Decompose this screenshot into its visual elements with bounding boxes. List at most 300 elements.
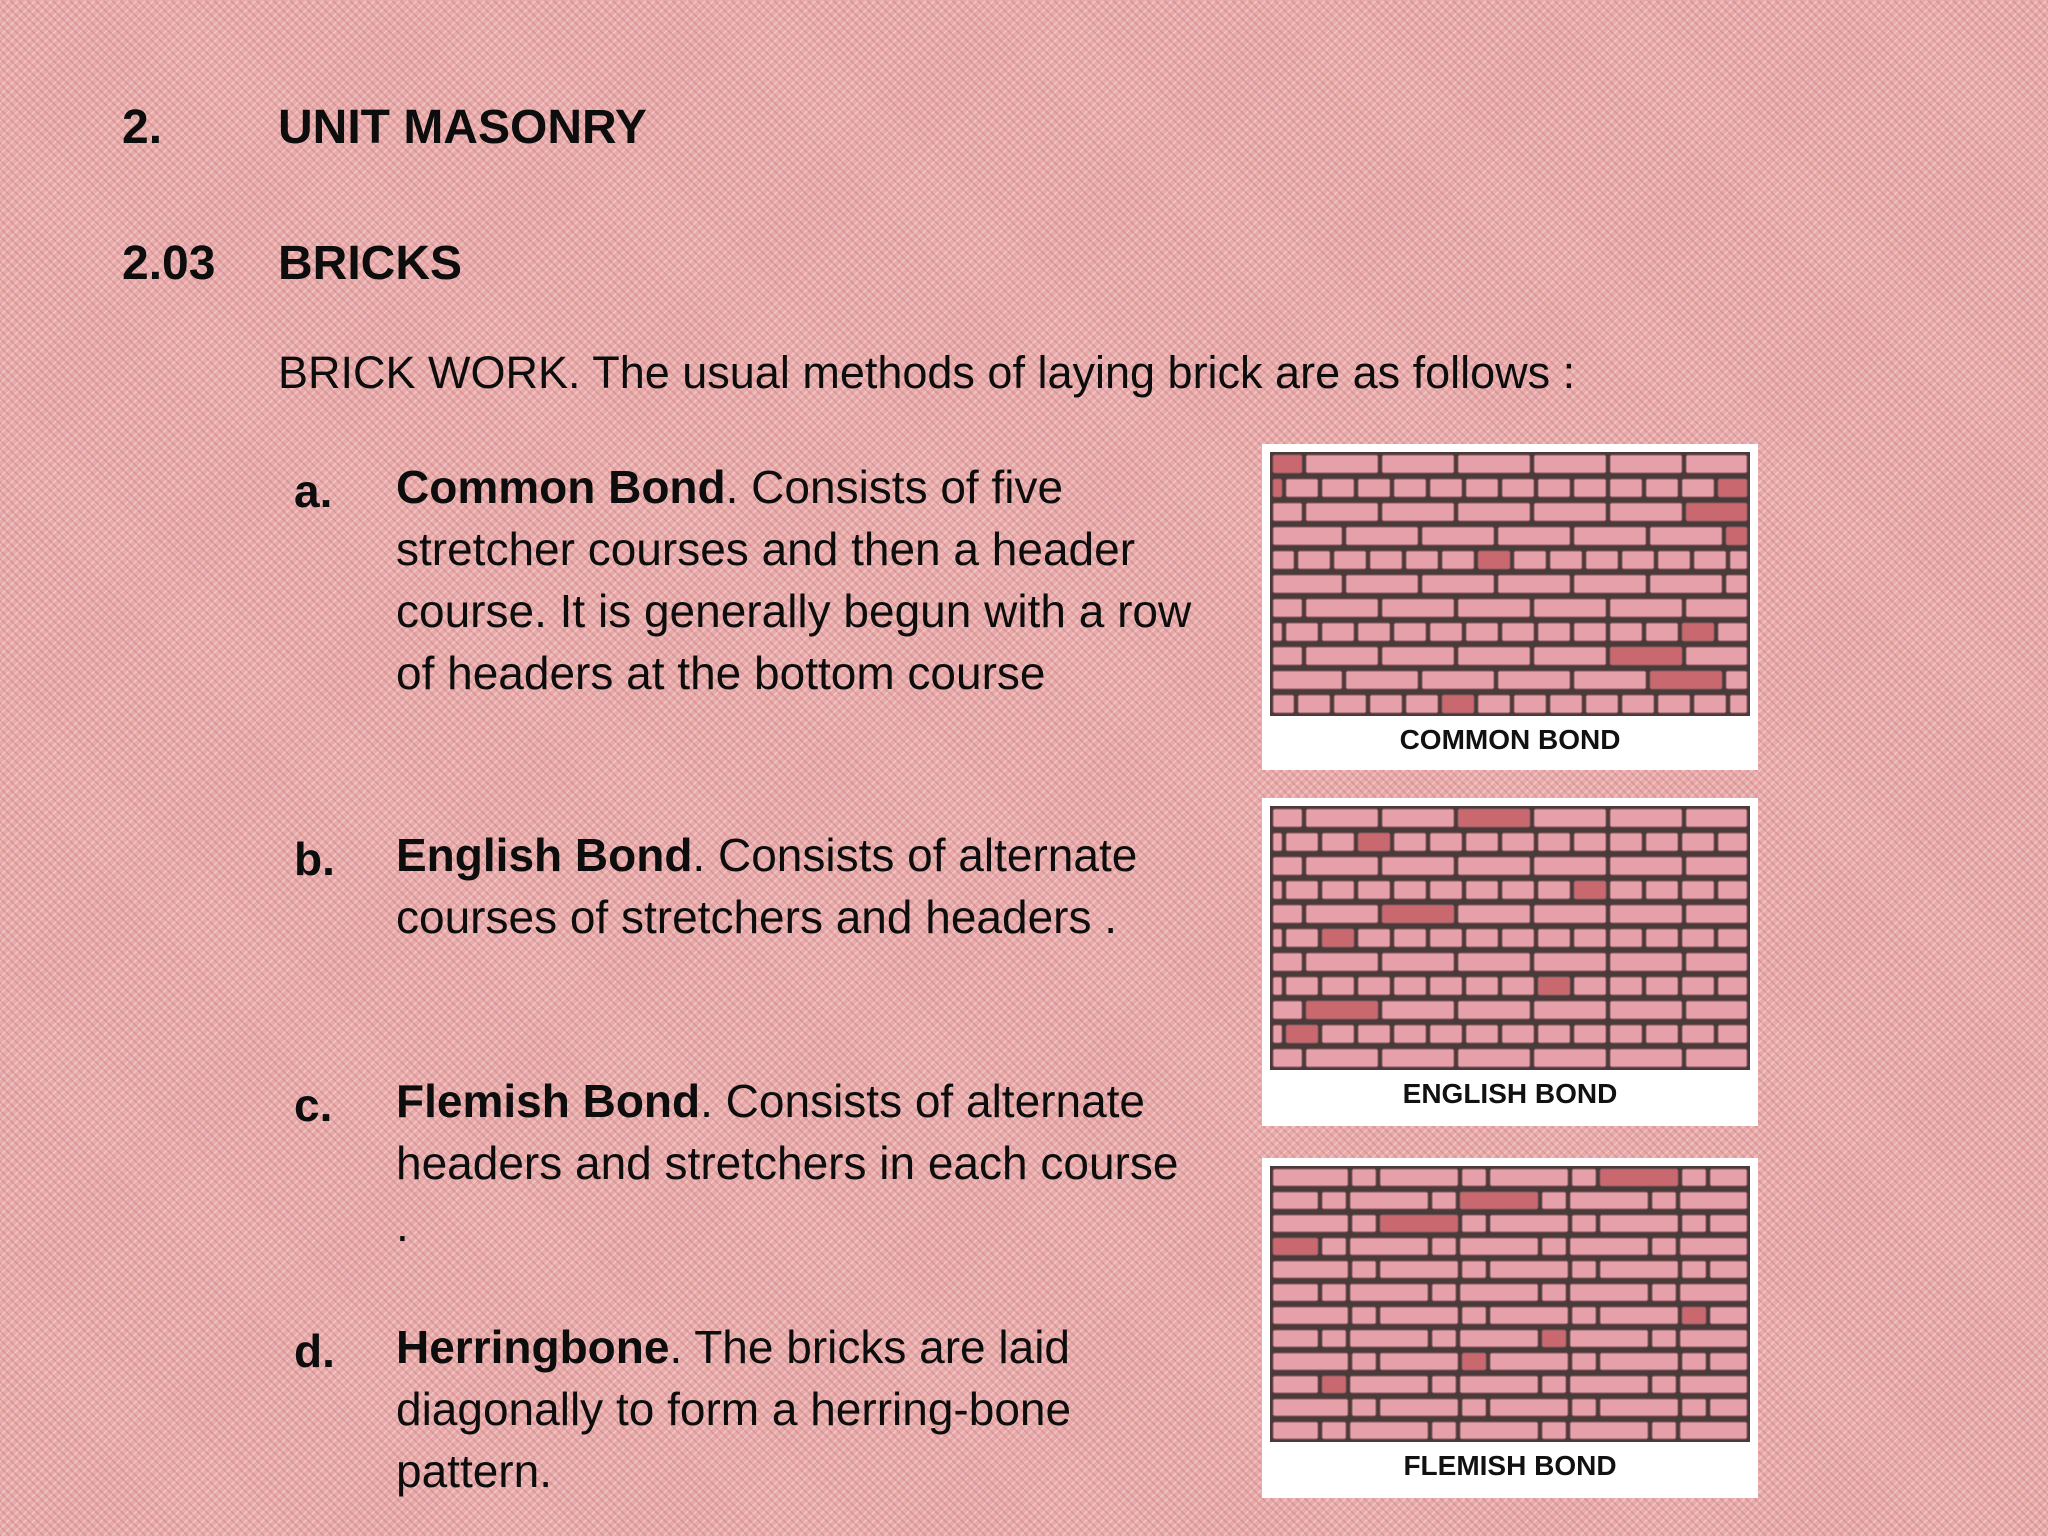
brick <box>1442 695 1474 713</box>
brick <box>1286 977 1318 995</box>
brick <box>1352 1261 1376 1278</box>
brick <box>1334 551 1366 569</box>
brick <box>1622 551 1654 569</box>
brick <box>1686 905 1747 923</box>
brick <box>1610 623 1642 641</box>
brick <box>1462 1261 1486 1278</box>
brick <box>1534 809 1606 827</box>
brick <box>1306 455 1378 473</box>
brick <box>1382 647 1454 665</box>
brick <box>1430 881 1462 899</box>
brick <box>1382 857 1454 875</box>
brick <box>1570 1192 1648 1209</box>
brick <box>1352 1353 1376 1370</box>
brick <box>1306 905 1378 923</box>
brick <box>1718 833 1747 851</box>
brick <box>1458 809 1530 827</box>
brick <box>1610 479 1642 497</box>
brick <box>1586 551 1618 569</box>
brick <box>1380 1169 1458 1186</box>
brick <box>1652 1192 1676 1209</box>
brick <box>1352 1307 1376 1324</box>
brick <box>1306 1049 1378 1067</box>
brick <box>1394 881 1426 899</box>
brick <box>1686 1049 1747 1067</box>
common-bond-illustration <box>1270 452 1750 716</box>
brick <box>1458 1001 1530 1019</box>
brick <box>1538 881 1570 899</box>
brick <box>1574 833 1606 851</box>
brick <box>1710 1353 1747 1370</box>
brick <box>1286 1025 1318 1043</box>
item-d-letter: d. <box>294 1325 335 1377</box>
brick <box>1534 1049 1606 1067</box>
brick <box>1322 1025 1354 1043</box>
brick <box>1322 833 1354 851</box>
brick <box>1574 479 1606 497</box>
brick <box>1538 833 1570 851</box>
brick <box>1466 479 1498 497</box>
brick <box>1646 1025 1678 1043</box>
brick <box>1534 1001 1606 1019</box>
brick <box>1306 647 1378 665</box>
brick <box>1350 1330 1428 1347</box>
brick <box>1306 809 1378 827</box>
brick <box>1273 905 1302 923</box>
brick <box>1432 1238 1456 1255</box>
brick <box>1466 833 1498 851</box>
brick <box>1490 1353 1568 1370</box>
brick <box>1432 1284 1456 1301</box>
brick <box>1610 905 1682 923</box>
brick <box>1610 929 1642 947</box>
brick <box>1322 1284 1346 1301</box>
brick <box>1570 1284 1648 1301</box>
brick <box>1570 1376 1648 1393</box>
brick <box>1273 1422 1318 1439</box>
flemish-bond-caption: FLEMISH BOND <box>1403 1450 1617 1481</box>
brick <box>1432 1330 1456 1347</box>
common-bond-caption: COMMON BOND <box>1399 724 1621 755</box>
brick <box>1572 1307 1596 1324</box>
brick <box>1646 623 1678 641</box>
brick <box>1432 1192 1456 1209</box>
brick <box>1718 1025 1747 1043</box>
brick <box>1322 1376 1346 1393</box>
brick <box>1350 1192 1428 1209</box>
brick <box>1273 1307 1348 1324</box>
brick <box>1273 1049 1302 1067</box>
brick <box>1394 929 1426 947</box>
brick <box>1460 1192 1538 1209</box>
brick <box>1273 1169 1348 1186</box>
brick <box>1542 1238 1566 1255</box>
brick <box>1682 881 1714 899</box>
brick <box>1352 1215 1376 1232</box>
brick <box>1273 671 1342 689</box>
brick <box>1650 575 1722 593</box>
brick <box>1490 1307 1568 1324</box>
brick <box>1570 1330 1648 1347</box>
brick <box>1460 1284 1538 1301</box>
brick <box>1322 1422 1346 1439</box>
brick <box>1680 1422 1747 1439</box>
brick <box>1658 551 1690 569</box>
brick <box>1273 953 1302 971</box>
brick <box>1273 1192 1318 1209</box>
brick <box>1358 881 1390 899</box>
brick <box>1542 1376 1566 1393</box>
brick <box>1460 1330 1538 1347</box>
item-d-description: . The bricks are laid diagonally to form a herring-bone pattern. <box>396 1321 1072 1497</box>
item-a-description: . Consists of five stretcher courses and then a header course. It is generally begun with a row of headers at the bottom course <box>396 461 1192 699</box>
brick <box>1273 1376 1318 1393</box>
brick <box>1273 695 1294 713</box>
brick <box>1273 1001 1302 1019</box>
brick <box>1610 647 1682 665</box>
section-number: 2. <box>122 101 163 154</box>
brick <box>1322 623 1354 641</box>
brick <box>1682 1307 1706 1324</box>
brick <box>1273 599 1302 617</box>
brick <box>1382 1001 1454 1019</box>
brick <box>1680 1284 1747 1301</box>
brick <box>1574 623 1606 641</box>
brick <box>1273 1284 1318 1301</box>
common-bond-figure <box>1262 444 1758 770</box>
brick <box>1686 647 1747 665</box>
brick <box>1610 833 1642 851</box>
brick <box>1574 977 1606 995</box>
brick <box>1273 647 1302 665</box>
brick <box>1350 1376 1428 1393</box>
brick <box>1406 695 1438 713</box>
brick <box>1350 1422 1428 1439</box>
brick <box>1710 1399 1747 1416</box>
brick <box>1394 1025 1426 1043</box>
brick <box>1550 551 1582 569</box>
brick <box>1572 1215 1596 1232</box>
brick <box>1382 599 1454 617</box>
brick <box>1432 1422 1456 1439</box>
item-c-term: Flemish Bond <box>396 1075 701 1127</box>
brick <box>1534 953 1606 971</box>
brick <box>1718 977 1747 995</box>
brick <box>1322 479 1354 497</box>
brick <box>1646 977 1678 995</box>
brick <box>1273 479 1282 497</box>
brick <box>1498 671 1570 689</box>
brick <box>1322 1192 1346 1209</box>
brick <box>1273 857 1302 875</box>
brick <box>1610 1049 1682 1067</box>
brick <box>1694 695 1726 713</box>
brick <box>1462 1215 1486 1232</box>
brick <box>1422 527 1494 545</box>
brick <box>1726 575 1747 593</box>
brick <box>1652 1330 1676 1347</box>
brick <box>1430 833 1462 851</box>
brick <box>1686 809 1747 827</box>
brick <box>1726 671 1747 689</box>
brick <box>1306 953 1378 971</box>
brick <box>1462 1399 1486 1416</box>
brick <box>1460 1238 1538 1255</box>
brick <box>1462 1169 1486 1186</box>
brick <box>1273 623 1282 641</box>
brick <box>1502 977 1534 995</box>
item-a-term: Common Bond <box>396 461 726 513</box>
brick <box>1432 1376 1456 1393</box>
brick <box>1680 1376 1747 1393</box>
brick <box>1600 1169 1678 1186</box>
english-bond-caption: ENGLISH BOND <box>1402 1078 1618 1109</box>
brick <box>1610 809 1682 827</box>
brick <box>1380 1261 1458 1278</box>
brick <box>1538 479 1570 497</box>
brick <box>1498 575 1570 593</box>
flemish-bond-figure <box>1262 1158 1758 1498</box>
brick <box>1382 809 1454 827</box>
brick <box>1380 1399 1458 1416</box>
brick <box>1538 977 1570 995</box>
brick <box>1686 857 1747 875</box>
brick <box>1458 455 1530 473</box>
english-bond-figure <box>1262 798 1758 1126</box>
brick <box>1422 671 1494 689</box>
brick <box>1600 1399 1678 1416</box>
brick <box>1458 503 1530 521</box>
brick <box>1572 1353 1596 1370</box>
brick <box>1298 551 1330 569</box>
brick <box>1466 929 1498 947</box>
brick <box>1462 1307 1486 1324</box>
brick <box>1572 1399 1596 1416</box>
brick <box>1610 1001 1682 1019</box>
brick <box>1502 1025 1534 1043</box>
brick <box>1682 1399 1706 1416</box>
brick <box>1686 503 1747 521</box>
brick <box>1370 551 1402 569</box>
brick <box>1394 479 1426 497</box>
brick <box>1422 575 1494 593</box>
brick <box>1682 623 1714 641</box>
brick <box>1273 1215 1348 1232</box>
brick <box>1462 1353 1486 1370</box>
english-bond-illustration <box>1270 806 1750 1070</box>
brick <box>1286 929 1318 947</box>
brick <box>1346 527 1418 545</box>
brick <box>1380 1215 1458 1232</box>
brick <box>1534 647 1606 665</box>
brick <box>1430 623 1462 641</box>
brick <box>1466 977 1498 995</box>
brick <box>1358 929 1390 947</box>
brick <box>1652 1422 1676 1439</box>
brick <box>1514 551 1546 569</box>
brick <box>1273 551 1294 569</box>
item-d-text <box>396 1316 1196 1502</box>
brick <box>1718 929 1747 947</box>
brick <box>1538 623 1570 641</box>
brick <box>1682 833 1714 851</box>
brick <box>1680 1330 1747 1347</box>
brick <box>1650 671 1722 689</box>
brick <box>1718 623 1747 641</box>
brick <box>1306 1001 1378 1019</box>
brick <box>1658 695 1690 713</box>
brick <box>1322 881 1354 899</box>
brick <box>1346 671 1418 689</box>
item-a-text <box>396 456 1196 704</box>
brick <box>1306 503 1378 521</box>
brick <box>1600 1215 1678 1232</box>
item-b-letter: b. <box>294 833 335 885</box>
brick <box>1306 599 1378 617</box>
brick <box>1286 479 1318 497</box>
brick <box>1574 527 1646 545</box>
brick <box>1273 1330 1318 1347</box>
brick <box>1382 905 1454 923</box>
brick <box>1574 575 1646 593</box>
item-d-term: Herringbone <box>396 1321 670 1373</box>
brick <box>1430 1025 1462 1043</box>
brick <box>1273 1399 1348 1416</box>
brick <box>1273 575 1342 593</box>
brick <box>1682 1215 1706 1232</box>
item-b-description: . Consists of alternate courses of stretchers and headers . <box>396 829 1138 943</box>
brick <box>1273 1261 1348 1278</box>
brick <box>1710 1215 1747 1232</box>
brick <box>1682 977 1714 995</box>
brick <box>1394 977 1426 995</box>
brick <box>1322 1238 1346 1255</box>
brick <box>1382 503 1454 521</box>
brick <box>1542 1330 1566 1347</box>
brick <box>1652 1238 1676 1255</box>
brick <box>1718 479 1747 497</box>
brick <box>1622 695 1654 713</box>
brick <box>1460 1376 1538 1393</box>
brick <box>1273 527 1342 545</box>
brick <box>1380 1353 1458 1370</box>
brick <box>1322 1330 1346 1347</box>
brick <box>1458 953 1530 971</box>
subsection-title: BRICKS <box>278 237 463 290</box>
brick <box>1430 929 1462 947</box>
brick <box>1466 1025 1498 1043</box>
brick <box>1710 1169 1747 1186</box>
brick <box>1273 809 1302 827</box>
brick <box>1380 1307 1458 1324</box>
brick <box>1610 455 1682 473</box>
brick <box>1286 833 1318 851</box>
brick <box>1534 857 1606 875</box>
brick <box>1572 1169 1596 1186</box>
brick <box>1682 1025 1714 1043</box>
brick <box>1534 503 1606 521</box>
brick <box>1710 1307 1747 1324</box>
brick <box>1570 1238 1648 1255</box>
brick <box>1542 1422 1566 1439</box>
brick <box>1370 695 1402 713</box>
brick <box>1498 527 1570 545</box>
brick <box>1460 1422 1538 1439</box>
brick <box>1490 1169 1568 1186</box>
brick <box>1686 599 1747 617</box>
brick <box>1718 881 1747 899</box>
brick <box>1570 1422 1648 1439</box>
brick <box>1466 881 1498 899</box>
item-c-description: . Consists of alternate headers and stretchers in each course . <box>396 1075 1179 1251</box>
brick <box>1273 455 1302 473</box>
brick <box>1572 1261 1596 1278</box>
brick <box>1298 695 1330 713</box>
brick <box>1534 905 1606 923</box>
brick <box>1710 1261 1747 1278</box>
item-c-text <box>396 1070 1196 1256</box>
brick <box>1574 881 1606 899</box>
brick <box>1358 479 1390 497</box>
brick <box>1478 695 1510 713</box>
brick <box>1682 1169 1706 1186</box>
brick <box>1273 833 1282 851</box>
item-c-letter: c. <box>294 1079 333 1131</box>
brick <box>1574 929 1606 947</box>
brick <box>1694 551 1726 569</box>
brick <box>1273 1353 1348 1370</box>
brick <box>1646 929 1678 947</box>
brick <box>1686 455 1747 473</box>
brick <box>1350 1284 1428 1301</box>
flemish-bond-illustration <box>1270 1166 1750 1442</box>
brick <box>1680 1238 1747 1255</box>
section-title: UNIT MASONRY <box>278 101 647 154</box>
brick <box>1534 599 1606 617</box>
brick <box>1574 671 1646 689</box>
brick <box>1650 527 1722 545</box>
brick <box>1273 1238 1318 1255</box>
brick <box>1610 503 1682 521</box>
brick <box>1458 647 1530 665</box>
brick <box>1442 551 1474 569</box>
brick <box>1730 551 1747 569</box>
brick <box>1352 1399 1376 1416</box>
brick <box>1490 1399 1568 1416</box>
brick <box>1322 977 1354 995</box>
brick <box>1610 881 1642 899</box>
brick <box>1350 1238 1428 1255</box>
brick <box>1286 881 1318 899</box>
brick <box>1502 881 1534 899</box>
brick <box>1646 479 1678 497</box>
brick <box>1534 455 1606 473</box>
brick <box>1542 1284 1566 1301</box>
brick <box>1382 455 1454 473</box>
brick <box>1600 1307 1678 1324</box>
brick <box>1458 1049 1530 1067</box>
brick <box>1458 857 1530 875</box>
brick <box>1610 953 1682 971</box>
brick <box>1538 1025 1570 1043</box>
brick <box>1610 599 1682 617</box>
brick <box>1600 1261 1678 1278</box>
brick <box>1502 929 1534 947</box>
brick <box>1334 695 1366 713</box>
brick <box>1478 551 1510 569</box>
brick <box>1286 623 1318 641</box>
brick <box>1682 1353 1706 1370</box>
